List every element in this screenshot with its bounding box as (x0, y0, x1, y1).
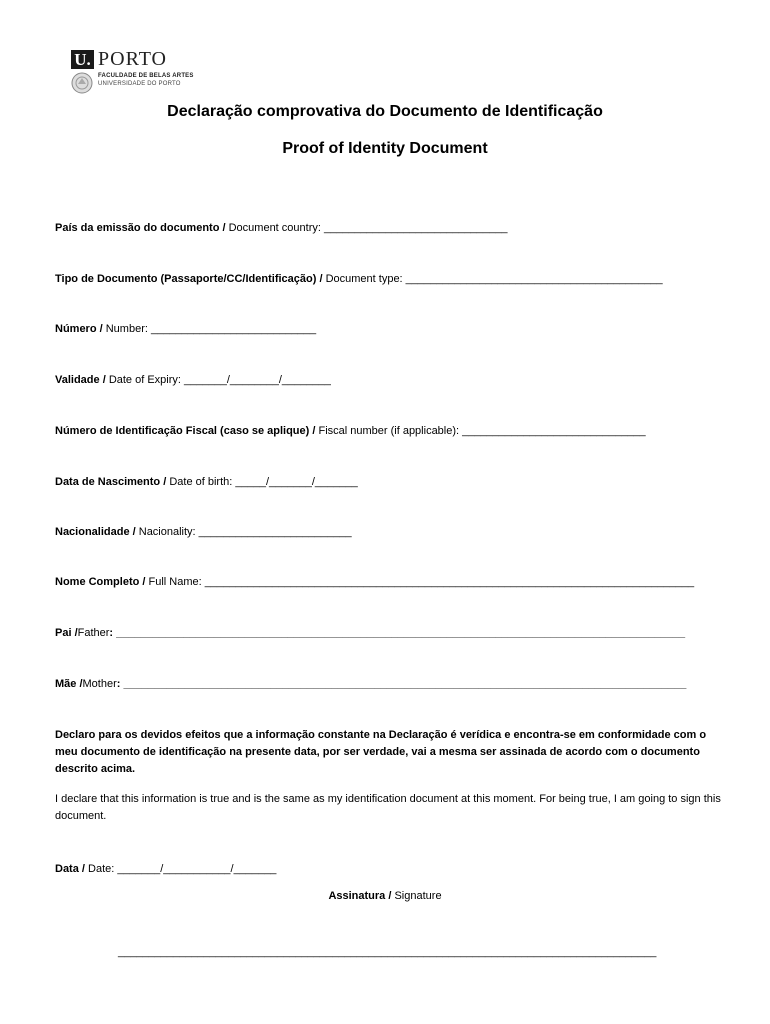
field-blank-line[interactable]: ___________________________ (150, 323, 317, 335)
field-label-en: Nacionality: (138, 526, 199, 538)
declaration-portuguese: Declaro para os devidos efeitos que a informação constante na Declaração é verídica e encontra-se em conformidade com o meu documento de identificação na presente data, por ser verdade, vai a mesma ser assinada de acordo com o documento descrito acima. (55, 729, 707, 775)
field-label-pt: Número / (55, 323, 106, 335)
field-blank-line[interactable]: _______/___________/_______ (117, 863, 277, 875)
signature-label-pt: Assinatura / (328, 890, 395, 902)
field-label-pt: Nome Completo / (55, 576, 149, 588)
field-blank-line[interactable]: ______________________________ (462, 425, 646, 437)
field-blank-line[interactable]: ________________________________________________________________________________ (204, 576, 695, 588)
field-label-en: Date: (88, 863, 118, 875)
field-date-of-expiry[interactable] (55, 374, 331, 386)
field-label-en: Full Name: (148, 576, 205, 588)
logo-porto-text: PORTO (98, 48, 168, 70)
field-label-en: Fiscal number (if applicable): (318, 425, 463, 437)
field-label-en: Date of birth: (169, 476, 236, 488)
field-document-type[interactable] (55, 273, 663, 285)
field-full-name[interactable] (55, 576, 694, 588)
field-blank-line[interactable]: : ____________________________________________________________________________________________ (116, 678, 687, 690)
field-blank-line[interactable]: : _____________________________________________________________________________________________ (109, 627, 686, 639)
field-label-pt: Tipo de Documento (Passaporte/CC/Identificação) / (55, 273, 326, 285)
title-english: Proof of Identity Document (282, 140, 488, 157)
title-portuguese: Declaração comprovativa do Documento de Identificação (167, 103, 603, 120)
field-label-pt: Validade / (55, 374, 109, 386)
field-label-en: Document country: (228, 222, 324, 234)
field-date[interactable] (55, 863, 276, 875)
field-label-pt: Nacionalidade / (55, 526, 139, 538)
field-label-en: Mother (82, 678, 117, 690)
field-blank-line[interactable]: _____/_______/_______ (235, 476, 358, 488)
logo-faculty-text: FACULDADE DE BELAS ARTES (98, 73, 194, 79)
field-nationality[interactable] (55, 526, 352, 538)
field-number[interactable] (55, 323, 316, 335)
field-label-pt: País da emissão do documento / (55, 222, 229, 234)
field-father[interactable] (55, 627, 685, 639)
field-label-en: Number: (105, 323, 151, 335)
field-label-pt: Mãe / (55, 678, 83, 690)
field-blank-line[interactable]: _______/________/________ (184, 374, 331, 386)
logo-u-mark: U. (71, 50, 94, 69)
signature-line[interactable]: ________________________________________________________________________________________ (118, 946, 657, 958)
field-label-pt: Número de Identificação Fiscal (caso se aplique) / (55, 425, 319, 437)
field-mother[interactable] (55, 678, 686, 690)
field-date-of-birth[interactable] (55, 476, 358, 488)
field-label-en: Date of Expiry: (108, 374, 185, 386)
field-document-country[interactable] (55, 222, 508, 234)
field-label-pt: Data de Nascimento / (55, 476, 170, 488)
field-fiscal-number[interactable] (55, 425, 646, 437)
field-blank-line[interactable]: __________________________________________ (405, 273, 663, 285)
signature-label (0, 890, 770, 902)
field-blank-line[interactable]: _________________________ (198, 526, 352, 538)
field-label-pt: Data / (55, 863, 89, 875)
field-blank-line[interactable]: ______________________________ (323, 222, 508, 234)
field-label-en: Father (77, 627, 110, 639)
logo-university-text: UNIVERSIDADE DO PORTO (98, 81, 181, 87)
field-label-pt: Pai / (55, 627, 78, 639)
university-seal-icon (71, 72, 93, 94)
field-label-en: Document type: (325, 273, 406, 285)
signature-label-en: Signature (394, 890, 442, 902)
declaration-english: I declare that this information is true and is the same as my identification document at this moment. For being true, I am going to sign this document. (55, 793, 721, 822)
